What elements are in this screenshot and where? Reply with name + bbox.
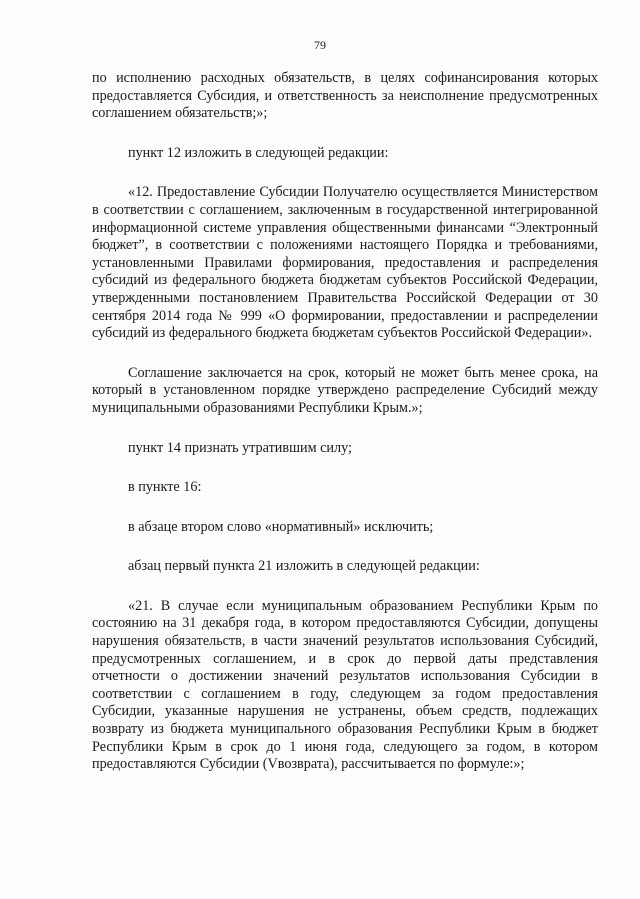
- paragraph-agreement-term: Соглашение заключается на срок, который не может быть менее срока, на который в установленном порядке утверждено распределение Субсидий между муниципальными образованиями Республики Крым.»;: [92, 364, 598, 416]
- paragraph-clause-14-void: пункт 14 признать утратившим силу;: [128, 439, 352, 456]
- paragraph-clause-12-instruction: пункт 12 изложить в следующей редакции:: [128, 144, 389, 161]
- paragraph-clause-12-text: «12. Предоставление Субсидии Получателю осуществляется Министерством в соответствии с соглашением, заключенным в государственной интегрированной информационной системе управления общественными финансами “Электронный бюджет”, в соответствии с положениями настоящего Порядка и требованиями, установленными Правилами формирования, предоставления и распределения субсидий из федерального бюджета бюджетам субъектов Российской Федерации, утвержденными постановлением Правительства Российской Федерации от 30 сентября 2014 года № 999 «О формировании, предоставлении и распределении субсидий из федерального бюджета бюджетам субъектов Российской Федерации».: [92, 184, 598, 342]
- page-number: 79: [314, 38, 326, 52]
- paragraph-obligations-end: по исполнению расходных обязательств, в целях софинансирования которых предоставляется Субсидия, и ответственность за неисполнение предусмотренных соглашением обязательств;»;: [92, 70, 598, 122]
- document-body: [92, 70, 598, 774]
- paragraph-clause-16: в пункте 16:: [128, 479, 202, 496]
- paragraph-clause-21-instruction: абзац первый пункта 21 изложить в следующей редакции:: [128, 558, 480, 575]
- paragraph-word-exclusion: в абзаце втором слово «нормативный» исключить;: [128, 518, 434, 535]
- paragraph-clause-21-text: «21. В случае если муниципальным образованием Республики Крым по состоянию на 31 декабря года, в котором предоставляются Субсидии, допущены нарушения обязательств, в части значений результатов использования Субсидий, предусмотренных соглашением, и в срок до первой даты представления отчетности о достижении значений результатов использования Субсидии в соответствии с соглашением в году, следующем за годом предоставления Субсидии, указанные нарушения не устранены, объем средств, подлежащих возврату из бюджета муниципального образования Республики Крым в бюджет Республики Крым в срок до 1 июня года, следующего за годом, в котором предоставляются Субсидии (Vвозврата), рассчитывается по формуле:»;: [92, 597, 598, 773]
